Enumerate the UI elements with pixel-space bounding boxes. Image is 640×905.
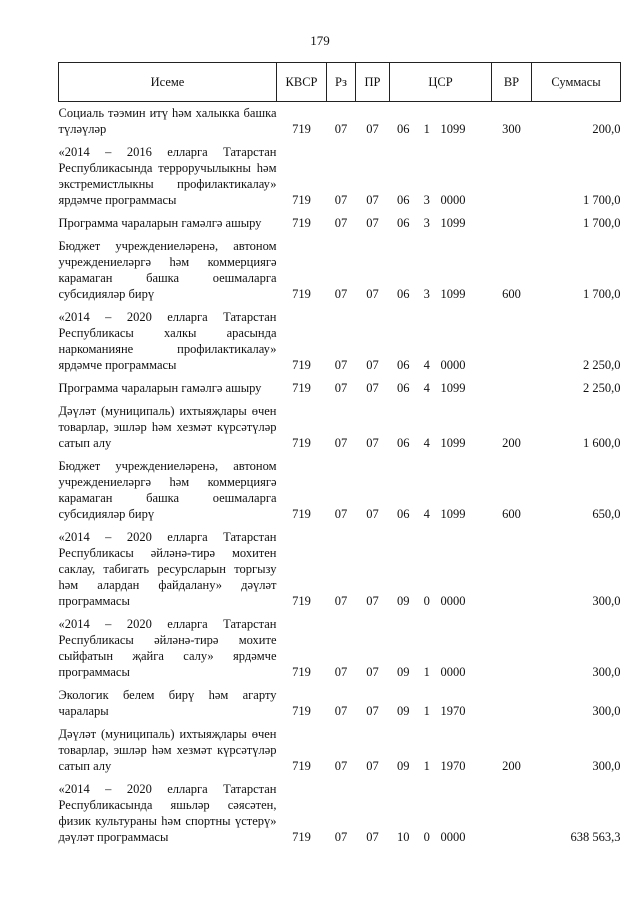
row-csr-part1: 09 — [396, 704, 410, 718]
row-csr — [390, 723, 492, 778]
row-kvsr: 719 — [292, 193, 311, 207]
row-name: Программа чараларын гамәлгә ашыру — [58, 216, 262, 230]
row-kvsr: 719 — [292, 216, 311, 230]
row-sum: 1 700,0 — [583, 287, 621, 301]
table-row — [59, 377, 621, 400]
row-csr-part2: 3 — [423, 216, 430, 230]
table-row — [59, 723, 621, 778]
row-sum: 650,0 — [592, 507, 621, 521]
row-rz: 07 — [334, 507, 348, 521]
row-sum: 300,0 — [592, 759, 621, 773]
row-vr: 200 — [502, 436, 521, 450]
row-csr — [390, 102, 492, 142]
row-csr — [390, 212, 492, 235]
row-vr — [492, 613, 532, 684]
row-name: Дәүләт (муниципаль) ихтыяҗлары өчен товарлар, эшләр һәм хезмәт күрсәтүләр сатып алу — [58, 404, 277, 450]
row-name: Дәүләт (муниципаль) ихтыяҗлары өчен товарлар, эшләр һәм хезмәт күрсәтүләр сатып алу — [58, 727, 277, 773]
table-row — [59, 141, 621, 212]
row-rz: 07 — [334, 381, 348, 395]
header-pr: ПР — [356, 63, 390, 102]
row-csr-part1: 09 — [396, 665, 410, 679]
row-csr-part1: 06 — [396, 122, 410, 136]
row-kvsr: 719 — [292, 830, 311, 844]
row-pr: 07 — [366, 287, 379, 301]
row-csr-part1: 06 — [396, 436, 410, 450]
row-kvsr: 719 — [292, 704, 311, 718]
row-rz: 07 — [334, 759, 348, 773]
row-kvsr: 719 — [292, 436, 311, 450]
row-rz: 07 — [334, 665, 348, 679]
row-csr — [390, 141, 492, 212]
row-csr-part3: 1099 — [440, 381, 466, 395]
row-csr-part2: 4 — [423, 358, 430, 372]
row-vr: 600 — [502, 287, 521, 301]
row-pr: 07 — [366, 830, 379, 844]
table-body — [59, 102, 621, 850]
table-row — [59, 235, 621, 306]
row-vr — [492, 778, 532, 849]
row-csr-part2: 1 — [423, 122, 430, 136]
row-vr — [492, 684, 532, 723]
row-vr — [492, 141, 532, 212]
table-row — [59, 526, 621, 613]
row-rz: 07 — [334, 122, 348, 136]
row-csr-part1: 06 — [396, 358, 410, 372]
row-sum: 2 250,0 — [583, 381, 621, 395]
row-pr: 07 — [366, 381, 379, 395]
row-csr-part2: 3 — [423, 287, 430, 301]
row-kvsr: 719 — [292, 122, 311, 136]
row-csr — [390, 455, 492, 526]
table-header-row — [59, 63, 621, 102]
row-name: Экологик белем бирү һәм агарту чаралары — [58, 688, 277, 718]
row-csr-part3: 0000 — [440, 358, 466, 372]
row-csr-part1: 06 — [396, 287, 410, 301]
row-csr-part2: 0 — [423, 830, 430, 844]
row-sum: 1 600,0 — [583, 436, 621, 450]
header-sum: Суммасы — [532, 63, 621, 102]
row-kvsr: 719 — [292, 287, 311, 301]
row-vr — [492, 306, 532, 377]
row-csr-part1: 06 — [396, 216, 410, 230]
row-csr — [390, 778, 492, 849]
row-csr-part3: 1099 — [440, 436, 466, 450]
row-name: «2014 – 2020 елларга Татарстан Республикасы әйләнә-тирә мохите сыйфатын җайга салу» ярдәмче программасы — [58, 617, 277, 679]
row-sum: 300,0 — [592, 665, 621, 679]
row-kvsr: 719 — [292, 381, 311, 395]
row-sum: 2 250,0 — [583, 358, 621, 372]
row-name: «2014 – 2020 елларга Татарстан Республикасында яшьләр сәясәтен, физик культураны һәм спортны үстерү» дәүләт программасы — [58, 782, 277, 844]
row-kvsr: 719 — [292, 759, 311, 773]
row-csr-part1: 10 — [396, 830, 410, 844]
row-vr: 200 — [502, 759, 521, 773]
row-csr-part3: 0000 — [440, 830, 466, 844]
row-rz: 07 — [334, 193, 348, 207]
row-name: Социаль тәэмин итү һәм халыкка башка түләүләр — [58, 106, 277, 136]
row-csr-part3: 1970 — [440, 759, 466, 773]
header-name: Исеме — [59, 63, 277, 102]
table-row — [59, 400, 621, 455]
row-kvsr: 719 — [292, 665, 311, 679]
table-row — [59, 455, 621, 526]
row-sum: 1 700,0 — [583, 193, 621, 207]
row-rz: 07 — [334, 830, 348, 844]
header-rz: Рз — [327, 63, 356, 102]
row-pr: 07 — [366, 507, 379, 521]
row-csr-part3: 1099 — [440, 216, 466, 230]
row-sum: 300,0 — [592, 704, 621, 718]
row-pr: 07 — [366, 759, 379, 773]
row-csr-part3: 1099 — [440, 507, 466, 521]
header-vr: ВР — [492, 63, 532, 102]
row-sum: 200,0 — [592, 122, 621, 136]
row-name: «2014 – 2020 елларга Татарстан Республикасы әйләнә-тирә мохитен саклау, табигать ресурсларын торгызу һәм алардан файдалану» дәүләт программасы — [58, 530, 277, 608]
row-pr: 07 — [366, 594, 379, 608]
table-row — [59, 212, 621, 235]
row-pr: 07 — [366, 436, 379, 450]
row-pr: 07 — [366, 216, 379, 230]
row-vr: 300 — [502, 122, 521, 136]
row-csr-part2: 4 — [423, 507, 430, 521]
table-row — [59, 684, 621, 723]
header-csr: ЦСР — [390, 63, 492, 102]
row-name: Программа чараларын гамәлгә ашыру — [58, 381, 262, 395]
table-row — [59, 306, 621, 377]
row-pr: 07 — [366, 665, 379, 679]
row-csr-part1: 09 — [396, 594, 410, 608]
table-row — [59, 102, 621, 142]
row-name: Бюджет учреждениеләренә, автоном учреждениеләргә һәм коммерциягә карамаган башка оешмаларга субсидияләр бирү — [58, 459, 277, 521]
budget-table — [58, 62, 621, 849]
row-kvsr: 719 — [292, 358, 311, 372]
row-csr-part2: 4 — [423, 436, 430, 450]
row-pr: 07 — [366, 193, 379, 207]
row-csr — [390, 235, 492, 306]
row-csr — [390, 613, 492, 684]
row-sum: 1 700,0 — [583, 216, 621, 230]
row-csr-part3: 1099 — [440, 122, 466, 136]
row-csr-part2: 1 — [423, 759, 430, 773]
row-sum: 300,0 — [592, 594, 621, 608]
row-vr — [492, 377, 532, 400]
row-csr-part1: 06 — [396, 381, 410, 395]
row-csr-part2: 4 — [423, 381, 430, 395]
row-csr-part3: 0000 — [440, 193, 466, 207]
row-csr — [390, 526, 492, 613]
row-name: Бюджет учреждениеләренә, автоном учреждениеләргә һәм коммерциягә карамаган башка оешмаларга субсидияләр бирү — [58, 239, 277, 301]
row-vr — [492, 212, 532, 235]
row-csr — [390, 684, 492, 723]
row-rz: 07 — [334, 436, 348, 450]
row-csr-part2: 1 — [423, 704, 430, 718]
row-rz: 07 — [334, 704, 348, 718]
row-rz: 07 — [334, 216, 348, 230]
row-rz: 07 — [334, 358, 348, 372]
row-csr-part3: 0000 — [440, 665, 466, 679]
table-row — [59, 778, 621, 849]
row-csr-part1: 06 — [396, 193, 410, 207]
row-pr: 07 — [366, 704, 379, 718]
row-vr: 600 — [502, 507, 521, 521]
row-vr — [492, 526, 532, 613]
row-csr-part2: 3 — [423, 193, 430, 207]
row-csr-part1: 06 — [396, 507, 410, 521]
row-kvsr: 719 — [292, 594, 311, 608]
header-kvsr: КВСР — [277, 63, 327, 102]
row-rz: 07 — [334, 287, 348, 301]
row-sum: 638 563,3 — [570, 830, 621, 844]
row-kvsr: 719 — [292, 507, 311, 521]
row-csr-part1: 09 — [396, 759, 410, 773]
table-row — [59, 613, 621, 684]
row-csr-part2: 0 — [423, 594, 430, 608]
row-name: «2014 – 2020 елларга Татарстан Республикасы халкы арасында наркоманияне профилактикалау» ярдәмче программасы — [58, 310, 277, 372]
row-csr-part3: 1099 — [440, 287, 466, 301]
row-pr: 07 — [366, 122, 379, 136]
row-csr — [390, 377, 492, 400]
row-name: «2014 – 2016 елларга Татарстан Республикасында терроручылыкны һәм экстремистлыкны профилактикалау» ярдәмче программасы — [58, 145, 277, 207]
row-csr — [390, 400, 492, 455]
row-rz: 07 — [334, 594, 348, 608]
row-pr: 07 — [366, 358, 379, 372]
row-csr-part3: 0000 — [440, 594, 466, 608]
row-csr-part3: 1970 — [440, 704, 466, 718]
page-number: 179 — [310, 33, 330, 48]
row-csr — [390, 306, 492, 377]
row-csr-part2: 1 — [423, 665, 430, 679]
